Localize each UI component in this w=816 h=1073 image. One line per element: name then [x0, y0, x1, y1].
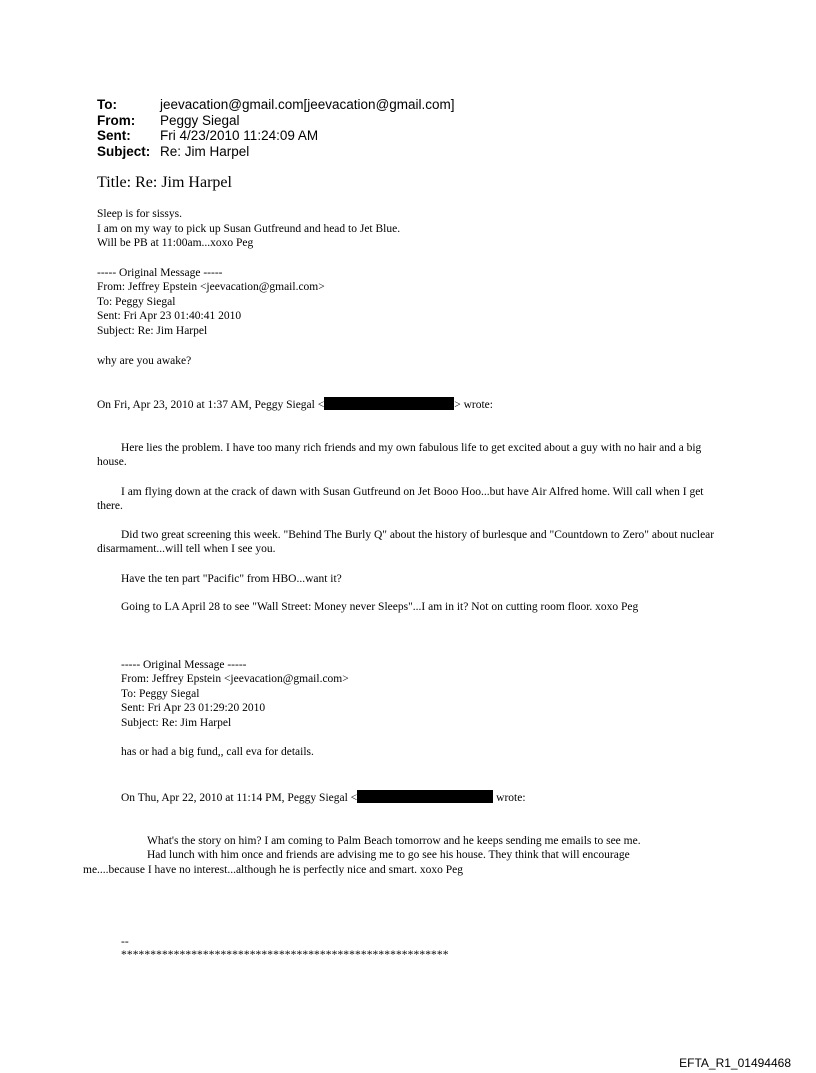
original-from: From: Jeffrey Epstein <jeevacation@gmail.com> [121, 673, 349, 685]
quoted-line: me....because I have no interest...although he is perfectly nice and smart. xoxo Peg [83, 864, 464, 876]
header-subject-row [97, 144, 455, 160]
quoted-paragraph: Here lies the problem. I have too many rich friends and my own fabulous life to get excited about a guy with no hair and a big house. [97, 442, 702, 469]
to-value: jeevacation@gmail.com[jeevacation@gmail.com] [160, 97, 455, 112]
attribution-wrote: > wrote: [454, 399, 493, 411]
subject-value: Re: Jim Harpel [160, 143, 250, 159]
quote-attribution [121, 790, 526, 805]
original-message-divider: ----- Original Message ----- [97, 267, 223, 279]
reply-line: Sleep is for sissys. [97, 208, 182, 220]
signature-dashes: -- [121, 936, 129, 948]
original-subject: Subject: Re: Jim Harpel [121, 717, 232, 729]
original-sent: Sent: Fri Apr 23 01:29:20 2010 [121, 702, 266, 714]
quoted-paragraph: Going to LA April 28 to see "Wall Street: Money never Sleeps"...I am in it? Not on cutting room floor. xoxo Peg [121, 601, 639, 613]
quoted-line: Had lunch with him once and friends are advising me to go see his house. They think that will encourage [147, 849, 630, 861]
from-value: Peggy Siegal [160, 112, 240, 128]
quoted-paragraph: I am flying down at the crack of dawn with Susan Gutfreund on Jet Booo Hoo...but have Air Alfred home. Will call when I get there. [97, 486, 704, 513]
original-sent: Sent: Fri Apr 23 01:40:41 2010 [97, 310, 242, 322]
document-title: Title: Re: Jim Harpel [97, 174, 232, 191]
original-body: has or had a big fund,, call eva for details. [121, 746, 314, 758]
quoted-line: What's the story on him? I am coming to Palm Beach tomorrow and he keeps sending me emails to see me. [147, 835, 641, 847]
document-id-footer: EFTA_R1_01494468 [679, 1056, 791, 1070]
original-from: From: Jeffrey Epstein <jeevacation@gmail.com> [97, 281, 325, 293]
attribution-text: On Thu, Apr 22, 2010 at 11:14 PM, Peggy Siegal < [121, 792, 358, 804]
from-label: From: [97, 112, 136, 128]
original-to: To: Peggy Siegal [97, 296, 176, 308]
quote-attribution [97, 397, 493, 412]
redaction-box [357, 790, 493, 803]
sent-value: Fri 4/23/2010 11:24:09 AM [160, 128, 319, 143]
subject-label: Subject: [97, 143, 151, 159]
header-sent-row [97, 128, 455, 144]
quoted-paragraph: Have the ten part "Pacific" from HBO...want it? [121, 573, 342, 585]
sent-label: Sent: [97, 128, 131, 143]
reply-line: Will be PB at 11:00am...xoxo Peg [97, 237, 254, 249]
header-from-row [97, 113, 455, 129]
header-to-row [97, 97, 455, 113]
signature-stars: ******************************************************** [121, 949, 449, 961]
original-message-divider: ----- Original Message ----- [121, 659, 247, 671]
redaction-box [324, 397, 454, 410]
attribution-text: On Fri, Apr 23, 2010 at 1:37 AM, Peggy Siegal < [97, 399, 325, 411]
original-to: To: Peggy Siegal [121, 688, 200, 700]
to-label: To: [97, 97, 117, 112]
reply-line: I am on my way to pick up Susan Gutfreund and head to Jet Blue. [97, 223, 401, 235]
email-header [97, 97, 455, 159]
original-body: why are you awake? [97, 355, 192, 367]
attribution-wrote: wrote: [496, 792, 526, 804]
original-subject: Subject: Re: Jim Harpel [97, 325, 208, 337]
quoted-paragraph: Did two great screening this week. "Behind The Burly Q" about the history of burlesque and "Countdown to Zero" about nuclear disarmament...will tell when I see you. [97, 529, 715, 556]
